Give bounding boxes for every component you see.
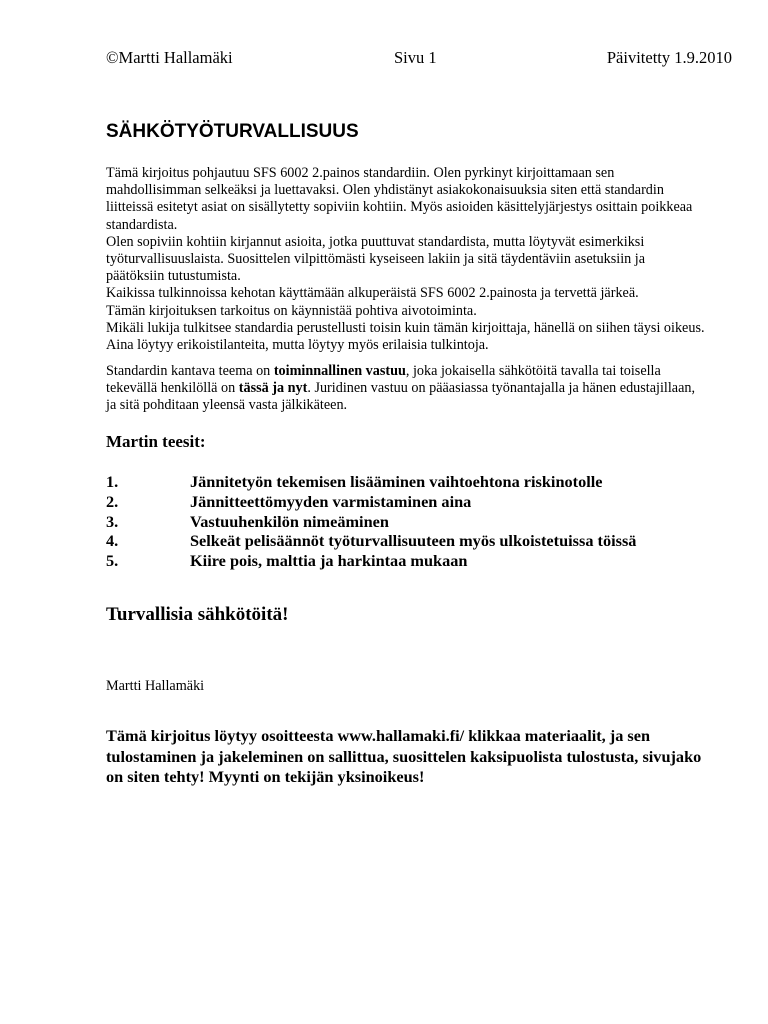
theme-text-1: Standardin kantava teema on [106,363,274,379]
theme-paragraph [106,363,706,415]
intro-paragraph-5: Mikäli lukija tulkitsee standardia perustellusti toisin kuin tämän kirjoittaja, hänellä on siihen täysi oikeus. Aina löytyy erikoistilanteita, mutta löytyy myös erilaisia tulkintoja. [106,319,705,354]
closing-heading: Turvallisia sähkötöitä! [106,604,289,625]
theme-bold-responsibility: toiminnallinen vastuu [273,363,406,379]
theme-text-3: . Juridinen vastuu on pääasiassa työnantajalla ja hänen edustajillaan, ja sitä pohditaan yleensä vasta jälkikäteen. [106,380,696,414]
thesis-text: Vastuuhenkilön nimeäminen [190,511,389,531]
footer-note: Tämä kirjoitus löytyy osoitteesta www.hallamaki.fi/ klikkaa materiaalit, ja sen tulostaminen ja jakeleminen on sallittua, suosittelen kaksipuolista tulostusta, sivujako on siten tehty! Myynti on tekijän yksinoikeus! [106,726,702,786]
thesis-number: 5. [106,551,119,571]
thesis-item [106,492,732,512]
theses-list [106,472,732,571]
intro-paragraph-2: Olen sopiviin kohtiin kirjannut asioita, jotka puuttuvat standardista, mutta löytyvät esimerkiksi työturvallisuuslaista. Suosittelen vilpittömästi kyseiseen lakiin ja sitä täydentäviin asetuksiin ja päätöksiin tutustumista. [106,233,646,285]
document-title: SÄHKÖTYÖTURVALLISUUS [106,121,359,142]
intro-paragraph-4: Tämän kirjoituksen tarkoitus on käynnistää pohtiva aivotoiminta. [106,302,477,319]
thesis-item [106,472,732,492]
intro-paragraph-3: Kaikissa tulkinnoissa kehotan käyttämään alkuperäistä SFS 6002 2.painosta ja tervettä järkeä. [106,285,639,302]
page-header [106,48,732,72]
header-page-number: Sivu 1 [394,48,437,67]
header-updated-date: Päivitetty 1.9.2010 [606,48,732,67]
signature-name: Martti Hallamäki [106,678,205,694]
header-author: ©Martti Hallamäki [106,48,233,67]
thesis-number: 2. [106,491,119,511]
thesis-number: 1. [106,472,119,491]
thesis-number: 4. [106,531,119,551]
thesis-number: 3. [106,511,119,531]
thesis-text: Kiire pois, malttia ja harkintaa mukaan [190,551,468,571]
theme-bold-here-and-now: tässä ja nyt [238,380,308,397]
thesis-text: Jännitetyön tekemisen lisääminen vaihtoehtona riskinotolle [190,472,603,491]
intro-paragraph-1: Tämä kirjoitus pohjautuu SFS 6002 2.painos standardiin. Olen pyrkinyt kirjoittamaan sen mahdollisimman selkeäksi ja luettavaksi. Olen yhdistänyt asiakokonaisuuksia siten että standardin liitteissä esitetyt asiat on sisällytetty sopiviin kohtiin. Myös asioiden käsittelyjärjestys osittain poikkeaa standardista. [106,165,693,233]
thesis-item [106,531,732,551]
thesis-item [106,512,732,532]
intro-section [106,165,706,354]
thesis-text: Selkeät pelisäännöt työturvallisuuteen myös ulkoistetuissa töissä [190,531,637,551]
thesis-item [106,551,732,571]
theses-heading: Martin teesit: [106,432,206,451]
theme-text-2: , joka jokaisella sähkötöitä tavalla tai toisella tekevällä henkilöllä on [106,363,661,397]
thesis-text: Jännitteettömyyden varmistaminen aina [190,491,472,511]
